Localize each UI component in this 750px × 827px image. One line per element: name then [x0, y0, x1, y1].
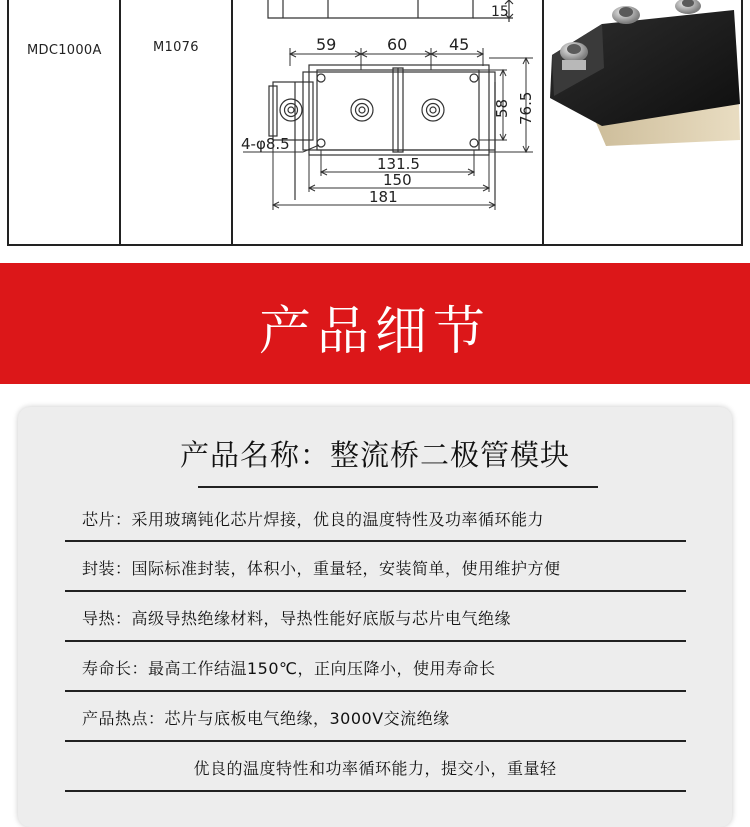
dim-bottom-outer: 181 — [369, 188, 398, 206]
dim-bottom-middle: 150 — [383, 171, 412, 189]
feature-divider — [65, 640, 686, 642]
dim-right-outer: 76.5 — [517, 91, 535, 125]
product-photo-cell — [544, 0, 741, 244]
outline-drawing-cell — [233, 0, 544, 244]
feature-package: 封装：国际标准封装，体积小，重量轻，安装简单，使用维护方便 — [82, 559, 561, 578]
dim-top-cut: 15 — [491, 4, 509, 20]
model-number: MDC1000A — [27, 43, 102, 58]
product-details-card — [18, 407, 732, 827]
feature-divider — [65, 740, 686, 742]
outline-drawing — [233, 0, 544, 246]
dim-top-left: 59 — [316, 35, 337, 54]
dim-right-inner: 58 — [493, 98, 511, 118]
feature-summary: 优良的温度特性和功率循环能力，提交小，重量轻 — [193, 759, 557, 778]
module-photo — [544, 0, 740, 146]
feature-chip: 芯片：采用玻璃钝化芯片焊接，优良的温度特性及功率循环能力 — [82, 510, 545, 529]
dim-top-middle: 60 — [387, 35, 408, 54]
feature-divider — [65, 540, 686, 542]
feature-highlight: 产品热点：芯片与底板电气绝缘，3000V交流绝缘 — [82, 709, 450, 728]
feature-lifetime: 寿命长：最高工作结温150℃，正向压降小，使用寿命长 — [82, 659, 496, 678]
dim-bottom-inner: 131.5 — [377, 155, 420, 173]
banner-title: 产品细节 — [258, 302, 491, 362]
spec-table-row — [7, 0, 743, 246]
package-cell — [121, 0, 233, 244]
section-banner — [0, 263, 750, 384]
feature-divider — [65, 790, 686, 792]
dim-holes: 4-φ8.5 — [241, 135, 290, 153]
feature-thermal: 导热：高级导热绝缘材料，导热性能好底版与芯片电气绝缘 — [82, 609, 512, 628]
feature-divider — [65, 690, 686, 692]
product-name-title: 产品名称：整流桥二极管模块 — [179, 438, 570, 472]
feature-divider — [65, 590, 686, 592]
package-code: M1076 — [153, 40, 199, 55]
model-cell — [9, 0, 121, 244]
title-divider — [198, 486, 598, 488]
dim-top-right: 45 — [449, 35, 470, 54]
